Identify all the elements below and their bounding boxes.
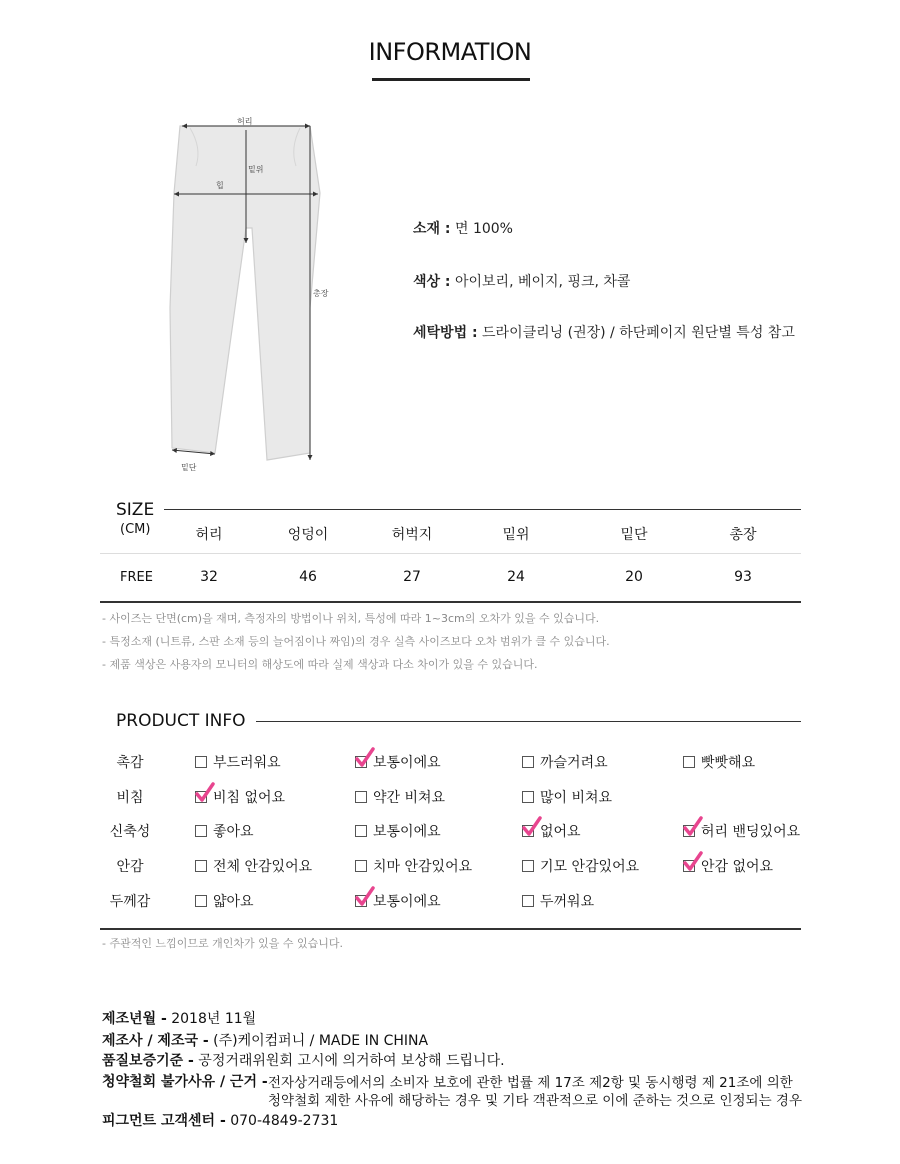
product-option[interactable] (355, 752, 441, 772)
product-option-label: 기모 안감있어요 (540, 859, 640, 875)
checkmark-icon (521, 816, 543, 838)
size-note-2: - 특정소재 (니트류, 스판 소재 등의 늘어짐이나 짜임)의 경우 실측 사이즈보다 오차 범위가 클 수 있습니다. (102, 635, 610, 648)
checkbox[interactable] (522, 756, 534, 768)
product-info-bottom-rule (100, 928, 801, 930)
product-option-label: 부드러워요 (213, 755, 281, 771)
size-col-waist: 허리 (195, 527, 223, 543)
footer-cs-value: 070-4849-2731 (230, 1113, 339, 1129)
checkbox[interactable] (195, 756, 207, 768)
color-value: 아이보리, 베이지, 핑크, 차콜 (454, 274, 631, 290)
product-option[interactable] (522, 891, 594, 911)
checkmark-icon (194, 782, 216, 804)
footer-made-date (102, 1008, 256, 1028)
footer-quality-value: 공정거래위원회 고시에 의거하여 보상해 드립니다. (198, 1053, 505, 1069)
product-option[interactable] (355, 856, 472, 876)
product-option-label: 좋아요 (213, 824, 254, 840)
material-line (413, 218, 513, 238)
checkmark-icon (354, 886, 376, 908)
checkbox[interactable] (522, 860, 534, 872)
product-category-label: 신축성 (109, 824, 151, 840)
product-option-label: 까슬거려요 (540, 755, 608, 771)
size-bottom-rule (100, 601, 801, 603)
product-option-label: 보통이에요 (373, 894, 441, 910)
wash-line (413, 322, 795, 342)
product-option-label: 빳빳해요 (701, 755, 756, 771)
wash-value: 드라이클리닝 (권장) / 하단페이지 원단별 특성 참고 (482, 325, 795, 341)
product-option[interactable] (195, 787, 285, 807)
product-option-label: 전체 안감있어요 (213, 859, 313, 875)
label-hip: 힙 (216, 181, 224, 190)
product-option[interactable] (522, 821, 581, 841)
product-option[interactable] (522, 856, 639, 876)
product-info-heading: PRODUCT INFO (116, 711, 246, 731)
size-top-rule (164, 509, 801, 510)
checkbox-checked[interactable] (355, 895, 367, 907)
footer-maker (102, 1030, 428, 1050)
material-value: 면 100% (454, 221, 513, 237)
product-option-label: 안감 없어요 (701, 859, 774, 875)
size-divider (100, 553, 801, 554)
product-option[interactable] (195, 821, 254, 841)
product-info-rule (256, 721, 801, 722)
product-option[interactable] (195, 891, 254, 911)
product-option-label: 허리 밴딩있어요 (701, 824, 801, 840)
product-option-label: 약간 비쳐요 (373, 790, 446, 806)
checkbox[interactable] (522, 895, 534, 907)
product-option[interactable] (195, 856, 312, 876)
checkbox[interactable] (195, 860, 207, 872)
checkbox-checked[interactable] (522, 825, 534, 837)
size-heading: SIZE (116, 500, 155, 520)
footer-made-label: 제조년월 - (102, 1011, 167, 1027)
product-category-label: 두께감 (109, 894, 151, 910)
wash-label: 세탁방법 : (413, 325, 478, 341)
product-option-label: 없어요 (540, 824, 581, 840)
footer-quality-label: 품질보증기준 - (102, 1053, 194, 1069)
product-option[interactable] (355, 821, 441, 841)
product-option[interactable] (683, 752, 755, 772)
product-category-label: 안감 (116, 859, 144, 875)
size-val-hem: 20 (625, 569, 643, 585)
title-underline (372, 78, 530, 81)
size-col-length: 총장 (729, 527, 757, 543)
product-option-label: 두꺼워요 (540, 894, 595, 910)
label-length: 총장 (313, 289, 329, 298)
size-note-1: - 사이즈는 단면(cm)을 재며, 측정자의 방법이나 위치, 특성에 따라 1~3cm의 오차가 있을 수 있습니다. (102, 612, 600, 625)
product-option[interactable] (355, 787, 445, 807)
checkbox-checked[interactable] (683, 825, 695, 837)
checkbox[interactable] (195, 895, 207, 907)
size-col-hem: 밑단 (620, 527, 648, 543)
checkbox-checked[interactable] (683, 860, 695, 872)
size-note-3: - 제품 색상은 사용자의 모니터의 해상도에 따라 실제 색상과 다소 차이가 있을 수 있습니다. (102, 658, 538, 671)
page-title: INFORMATION (368, 38, 532, 66)
footer-quality (102, 1050, 505, 1070)
size-col-rise: 밑위 (502, 527, 530, 543)
product-option-label: 보통이에요 (373, 755, 441, 771)
product-option-label: 많이 비쳐요 (540, 790, 613, 806)
product-option-label: 치마 안감있어요 (373, 859, 473, 875)
size-val-hip: 46 (299, 569, 317, 585)
product-option[interactable] (683, 856, 773, 876)
product-info-note: - 주관적인 느낌이므로 개인차가 있을 수 있습니다. (102, 937, 343, 950)
label-hem: 밑단 (181, 463, 197, 472)
product-option[interactable] (522, 752, 608, 772)
checkbox[interactable] (195, 825, 207, 837)
color-line (413, 271, 630, 291)
footer-cs (102, 1110, 338, 1130)
product-category-label: 촉감 (116, 755, 144, 771)
checkbox[interactable] (355, 825, 367, 837)
footer-refund (102, 1071, 268, 1091)
product-option[interactable] (355, 891, 441, 911)
product-category-label: 비침 (116, 790, 144, 806)
color-label: 색상 : (413, 274, 451, 290)
size-val-length: 93 (734, 569, 752, 585)
checkbox-checked[interactable] (355, 756, 367, 768)
product-option[interactable] (683, 821, 800, 841)
checkbox-checked[interactable] (195, 791, 207, 803)
product-option-label: 비침 없어요 (213, 790, 286, 806)
checkmark-icon (682, 816, 704, 838)
footer-refund-line-1: 전자상거래등에서의 소비자 보호에 관한 법률 제 17조 제2항 및 동시행령 제 21조에 의한 (268, 1075, 793, 1091)
product-option-label: 얇아요 (213, 894, 254, 910)
product-option-label: 보통이에요 (373, 824, 441, 840)
product-option[interactable] (522, 787, 612, 807)
checkbox[interactable] (355, 791, 367, 803)
material-label: 소재 : (413, 221, 451, 237)
size-unit: (CM) (120, 522, 151, 537)
footer-maker-label: 제조사 / 제조국 - (102, 1033, 209, 1049)
size-val-rise: 24 (507, 569, 525, 585)
size-row-label: FREE (120, 570, 153, 585)
size-val-waist: 32 (200, 569, 218, 585)
footer-cs-label: 피그먼트 고객센터 - (102, 1113, 226, 1129)
footer-refund-line-2: 청약철회 제한 사유에 해당하는 경우 및 기타 객관적으로 이에 준하는 것으로 인정되는 경우 (268, 1093, 803, 1109)
label-rise: 밑위 (248, 165, 264, 174)
label-waist: 허리 (237, 117, 253, 126)
size-col-thigh: 허벅지 (391, 527, 433, 543)
size-col-hip: 엉덩이 (287, 527, 329, 543)
checkbox[interactable] (355, 860, 367, 872)
checkmark-icon (354, 747, 376, 769)
footer-made-value: 2018년 11월 (171, 1011, 257, 1027)
checkbox[interactable] (522, 791, 534, 803)
footer-refund-label: 청약철회 불가사유 / 근거 - (102, 1074, 268, 1090)
footer-maker-value: (주)케이컴퍼니 / MADE IN CHINA (213, 1033, 429, 1049)
checkbox[interactable] (683, 756, 695, 768)
product-option[interactable] (195, 752, 281, 772)
size-val-thigh: 27 (403, 569, 421, 585)
checkmark-icon (682, 851, 704, 873)
